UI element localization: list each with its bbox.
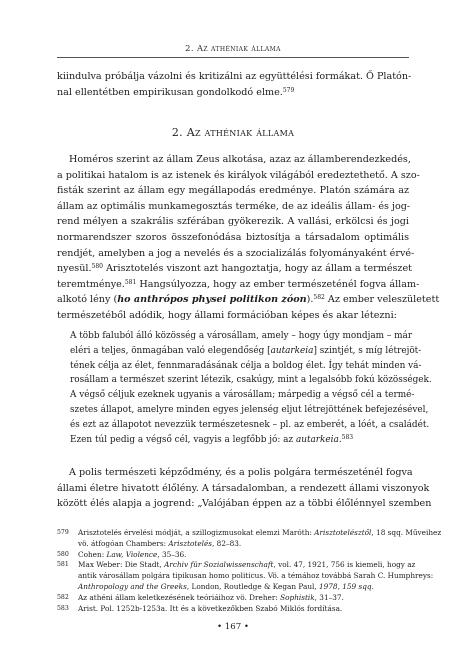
quote-line: A több faluból álló közösség a városállam, amely – hogy úgy mondjam – már — [70, 331, 413, 341]
footnote-ref-580[interactable]: 580 — [91, 263, 103, 271]
footnote-581-cont: Anthropology and the Greeks, London, Routledge & Kegan Paul, 1978, 159 sqq. — [78, 581, 374, 591]
body-line: között élés alapja a jogrend: „Valójában éppen az a többi élőlénnyel szemben — [57, 498, 432, 510]
page-number: • 167 • — [216, 622, 249, 632]
quote-line: tének célja az élet, fennmaradásának célja a boldog élet. Így tehát minden vá- — [70, 360, 422, 371]
quote-line: szetes állapot, amelyre minden egyes jelenség eljut létrejöttének befejezésével, — [70, 404, 429, 415]
body-line: normarendszer szoros összefonódása biztosítja a társadalom optimális — [57, 231, 409, 243]
footnote-ref-583[interactable]: 583 — [341, 433, 354, 441]
body-line: alkotó lény (ho anthrópos physei politikon zóon).$^{582}$ Az ember veleszületett — [57, 294, 440, 306]
intro-paragraph — [57, 69, 412, 100]
body-line: A polis természeti képződmény, és a polis polgára természeténél fogva — [69, 467, 413, 478]
body-line: a politikai hatalom is az istenek és királyok világából eredeztethető. A szo- — [57, 169, 420, 181]
body-line: állami életre hivatott élőlény. A társadalomban, a rendezett állami viszonyok — [57, 482, 430, 494]
body-line: teremtménye.$^{581}$ Hangsúlyozza, hogy az ember természeténél fogva állam- — [57, 278, 420, 290]
quote-line: Ezen túl pedig a végső cél, vagyis a legfőbb jó: az autarkeia.$^{583}$ — [70, 433, 354, 445]
footnote-579-cont: vö. átfogóan Chambers: Arisztotelés, 82–83. — [78, 538, 242, 548]
body-line: rend mélyen a szakrális szférában gyökerezik. A vallási, erkölcsi és jogi — [57, 216, 409, 228]
footnote-583: 583 Arist. Pol. 1252b-1253a. Itt és a következőkben Szabó Miklós fordítása. — [57, 603, 343, 613]
quote-line: rosállam a természet szerint létezik, csakúgy, mint a legalsóbb fokú közösségek. — [70, 375, 432, 386]
footnotes — [57, 528, 442, 614]
footnote-ref-579[interactable]: 579 — [282, 86, 295, 94]
intro-line: kiindulva próbálja vázolni és kritizálni az együttélési formákat. Ő Platón- — [57, 71, 412, 82]
section-heading: 2. Az athéniak állama — [171, 126, 295, 139]
footnote-ref-581[interactable]: 581 — [124, 278, 137, 286]
footnote-579: 579 Arisztotelés érvelési módját, a szillogizmusokat elemzi Maróth: Arisztotelésztől, 18 sqq. Műveihez — [57, 528, 442, 537]
block-quote — [70, 329, 432, 447]
footnote-581-cont: antik városállam polgára tipikusan homo politicus. Vö. a témához továbbá Sarah C. Humphreys: — [78, 571, 434, 581]
quote-line: és ezt az állapotot nevezzük természetesnek – pl. az emberét, a lóét, a családét. — [70, 419, 430, 430]
quote-line: eléri a teljes, önmagában való elegendőség [autarkeia] szintjét, s míg létrejöt- — [70, 345, 422, 356]
body-line: természetéből adódik, hogy állami formációban képes és akar létezni: — [57, 309, 397, 321]
footnote-ref-582[interactable]: 582 — [313, 294, 325, 302]
footnote-580: 580 Cohen: Law, Violence, 35–36. — [57, 549, 187, 559]
body-paragraph-1 — [57, 152, 440, 324]
body-line: fisták szerint az állam egy megállapodás eredménye. Platón számára az — [57, 185, 409, 197]
body-line: Homéros szerint az állam Zeus alkotása, azaz az államberendezkedés, — [69, 154, 411, 165]
intro-line-last: nal ellentétben empirikusan gondolkodó elme.$^{579}$ — [57, 86, 295, 98]
footnote-582: 582 Az athéni állam keletkezésének teóriáihoz vö. Dreher: Sophistik, 31–37. — [57, 592, 344, 602]
header-rule — [57, 57, 409, 58]
quote-line: A végső céljuk ezeknek ugyanis a városállam; márpedig a végső cél a termé- — [70, 390, 415, 401]
body-line: nyesül.$^{580}$ Arisztotelés viszont azt hangoztatja, hogy az állam a természet — [57, 263, 413, 275]
body-line: állam az optimális munkamegosztás terméke, de az ideális állam- és jog- — [57, 200, 411, 212]
footnote-581: 581 Max Weber: Die Stadt, Archiv für Sozialwissenschaft, vol. 47, 1921, 756 is kiemeli, hogy az — [57, 560, 416, 570]
body-paragraph-2 — [57, 465, 432, 512]
body-line: rendjét, amelyben a jog a nevelés és a szocializálás folyományaként érvé- — [57, 247, 415, 259]
running-head: 2. Az athéniak állama — [185, 43, 281, 53]
